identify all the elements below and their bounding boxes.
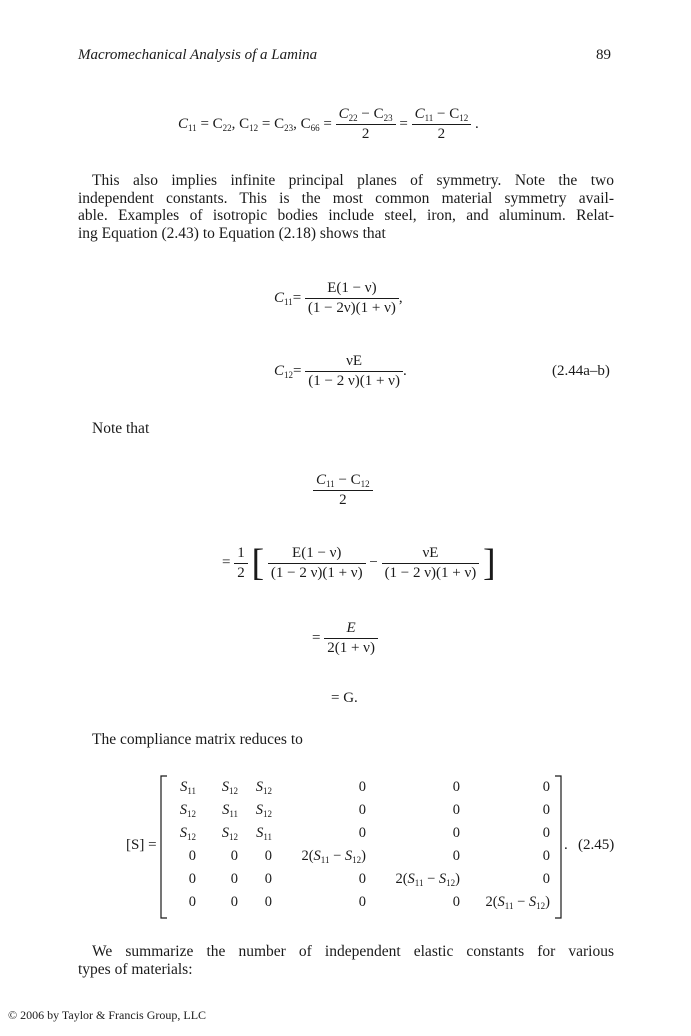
eq-subscript: 11 — [188, 122, 197, 133]
text-line: We summarize the number of independent elastic constants for various — [92, 943, 614, 960]
eq-text: , C — [293, 115, 311, 132]
eq-text: − — [369, 554, 378, 571]
matrix-cell: 0 — [542, 825, 550, 841]
eq-text: = — [293, 362, 302, 379]
fraction-half — [234, 545, 248, 582]
left-bracket: [ — [251, 542, 265, 584]
matrix-end: . — [564, 837, 568, 853]
fraction — [268, 545, 366, 582]
eq-denominator: (1 − 2 ν)(1 + ν) — [308, 373, 400, 389]
eq-subscript: 22 — [348, 113, 358, 123]
matrix-cell: $S_{12}$ — [255, 779, 272, 796]
eq-text: , C — [231, 115, 250, 132]
eq-subscript: 12 — [249, 122, 259, 133]
matrix-lhs: [S] = — [126, 837, 157, 853]
page-number: 89 — [596, 47, 611, 63]
eq-symbol: C — [178, 115, 189, 132]
eq-symbol: C — [274, 289, 285, 306]
eq-subscript: 11 — [326, 479, 335, 489]
compliance-matrix — [160, 775, 562, 919]
matrix-cell: 0 — [358, 825, 366, 841]
matrix-cell: 0 — [358, 894, 366, 910]
fraction — [324, 620, 378, 657]
matrix-cell: $S_{12}$ — [179, 802, 196, 819]
eq-symbol: C — [414, 106, 425, 122]
matrix-cell: $2(S_{11} - S_{12})$ — [395, 871, 460, 888]
derivation-line-2 — [222, 541, 496, 585]
equation-isotropic-stiffness — [178, 106, 479, 143]
eq-text: = — [319, 115, 332, 132]
text-line: types of materials: — [78, 960, 193, 978]
eq-numerator: νE — [305, 353, 403, 372]
eq-text: . — [474, 115, 479, 132]
fraction — [305, 280, 399, 317]
matrix-cell: $2(S_{11} - S_{12})$ — [485, 894, 550, 911]
note-that-text: Note that — [92, 420, 150, 437]
eq-denominator: (1 − 2 ν)(1 + ν) — [384, 564, 477, 581]
matrix-cell: 0 — [188, 848, 196, 864]
matrix-cell: 0 — [264, 848, 272, 864]
matrix-cell: 0 — [452, 825, 460, 841]
eq-symbol: C — [338, 106, 349, 122]
matrix-cell: 0 — [452, 894, 460, 910]
eq-denominator: 2 — [339, 492, 347, 508]
matrix-cell: 0 — [230, 848, 238, 864]
matrix-cell: 0 — [452, 802, 460, 818]
eq-numerator: E(1 − ν) — [268, 545, 366, 564]
eq-denominator: 2 — [361, 126, 370, 142]
derivation-line-4: = G. — [331, 690, 358, 706]
matrix-cell: 0 — [264, 871, 272, 887]
matrix-cell: 0 — [188, 871, 196, 887]
paragraph-summary — [78, 943, 614, 978]
matrix-cell: 0 — [542, 871, 550, 887]
eq-denominator: 2 — [437, 126, 446, 142]
right-bracket: ] — [483, 542, 496, 584]
matrix-cell: $S_{11}$ — [180, 779, 196, 796]
equation-c12 — [274, 353, 407, 390]
eq-text: = — [399, 115, 408, 132]
matrix-cell: 0 — [188, 894, 196, 910]
equation-number-2-44: (2.44a–b) — [552, 363, 610, 379]
text-line: able. Examples of isotropic bodies include steel, iron, and aluminum. Relat- — [78, 207, 614, 224]
matrix-cell: 0 — [358, 779, 366, 795]
derivation-line-1 — [313, 472, 373, 509]
matrix-cell: $S_{12}$ — [179, 825, 196, 842]
matrix-cell: 0 — [264, 894, 272, 910]
matrix-cell: $S_{12}$ — [221, 779, 238, 796]
eq-denominator: (1 − 2ν)(1 + ν) — [307, 300, 396, 316]
compliance-intro-text: The compliance matrix reduces to — [92, 731, 303, 748]
eq-numerator: E — [324, 620, 378, 639]
eq-symbol: C — [274, 362, 285, 379]
text-line: This also implies infinite principal planes of symmetry. Note the two — [92, 172, 614, 189]
fraction — [305, 353, 403, 390]
matrix-cell: 0 — [358, 871, 366, 887]
eq-text: − C — [334, 472, 361, 488]
eq-subscript: 66 — [310, 122, 320, 133]
fraction — [382, 545, 480, 582]
eq-text: = C — [196, 115, 223, 132]
eq-text: = — [312, 629, 321, 646]
eq-text: = — [292, 289, 302, 306]
eq-numerator: νE — [382, 545, 480, 564]
eq-text: , — [398, 289, 403, 306]
eq-text: . — [402, 362, 407, 379]
eq-denominator: 2 — [237, 564, 245, 581]
matrix-cell: 0 — [542, 848, 550, 864]
eq-subscript: 12 — [284, 369, 294, 380]
eq-subscript: 23 — [284, 122, 294, 133]
eq-denominator: 2(1 + ν) — [327, 640, 375, 656]
text-line: ing Equation (2.43) to Equation (2.18) shows that — [78, 224, 386, 242]
eq-text: − C — [433, 106, 460, 122]
matrix-cell: 0 — [230, 894, 238, 910]
eq-text: = C — [258, 115, 285, 132]
matrix-cell: $S_{11}$ — [222, 802, 238, 819]
matrix-cell: $S_{12}$ — [255, 802, 272, 819]
fraction — [336, 106, 396, 143]
copyright-footer: © 2006 by Taylor & Francis Group, LLC — [8, 1008, 207, 1022]
eq-numerator: 1 — [234, 545, 248, 564]
equation-number-2-45: (2.45) — [578, 837, 615, 853]
matrix-cell: 0 — [452, 779, 460, 795]
eq-subscript: 11 — [284, 296, 293, 307]
eq-text: − C — [357, 106, 384, 122]
matrix-cell: 0 — [452, 848, 460, 864]
derivation-line-3 — [312, 620, 378, 657]
eq-symbol: C — [316, 472, 327, 488]
paragraph-isotropic — [78, 172, 614, 242]
matrix-cell: 0 — [542, 802, 550, 818]
matrix-cell: 0 — [358, 802, 366, 818]
eq-numerator: E(1 − ν) — [305, 280, 399, 299]
eq-subscript: 23 — [383, 113, 393, 123]
eq-subscript: 22 — [222, 122, 232, 133]
eq-denominator: (1 − 2 ν)(1 + ν) — [270, 564, 363, 581]
fraction — [412, 106, 472, 143]
running-header-title: Macromechanical Analysis of a Lamina — [78, 47, 318, 63]
matrix-cell: 0 — [542, 779, 550, 795]
matrix-cell: $S_{12}$ — [221, 825, 238, 842]
text-line: independent constants. This is the most common material symmetry avail- — [78, 189, 614, 207]
eq-subscript: 12 — [360, 479, 370, 489]
equation-c11 — [274, 280, 403, 317]
eq-subscript: 11 — [424, 113, 434, 123]
fraction — [313, 472, 373, 509]
matrix-cell: $S_{11}$ — [256, 825, 272, 842]
eq-subscript: 12 — [459, 113, 469, 123]
eq-text: = — [222, 554, 231, 571]
matrix-cell: 0 — [230, 871, 238, 887]
matrix-cell: $2(S_{11} - S_{12})$ — [301, 848, 366, 865]
